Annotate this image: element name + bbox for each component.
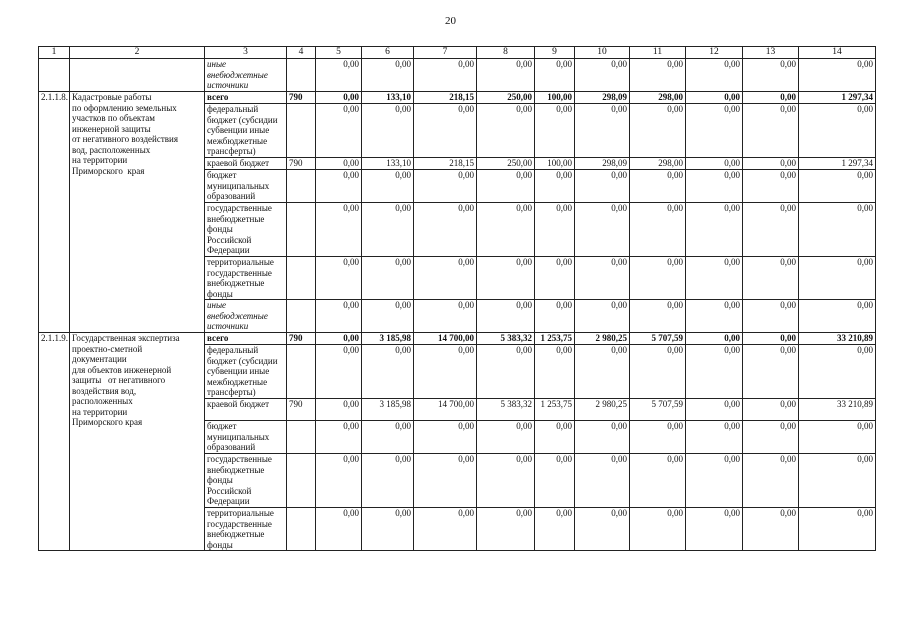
amount-cell: 0,00 — [630, 170, 686, 203]
amount-cell: 0,00 — [743, 203, 799, 257]
column-header: 9 — [535, 47, 575, 59]
item-code: 2.1.1.8. — [39, 92, 70, 333]
amount-cell: 0,00 — [743, 454, 799, 508]
amount-cell: 0,00 — [362, 421, 414, 454]
amount-cell: 0,00 — [630, 508, 686, 551]
amount-cell: 0,00 — [535, 203, 575, 257]
amount-cell: 0,00 — [477, 104, 535, 158]
amount-cell: 0,00 — [686, 333, 743, 345]
amount-cell: 0,00 — [686, 345, 743, 399]
amount-cell: 0,00 — [362, 300, 414, 333]
amount-cell: 100,00 — [535, 158, 575, 170]
column-header: 5 — [316, 47, 362, 59]
amount-cell: 0,00 — [743, 59, 799, 92]
amount-cell: 0,00 — [575, 421, 630, 454]
amount-cell: 3 185,98 — [362, 399, 414, 421]
funding-source: федеральный бюджет (субсидии субвенции иные межбюджетные трансферты) — [205, 345, 287, 399]
amount-cell: 0,00 — [799, 104, 876, 158]
amount-cell: 0,00 — [316, 257, 362, 300]
amount-cell: 0,00 — [630, 257, 686, 300]
amount-cell: 0,00 — [362, 508, 414, 551]
table-row — [39, 92, 876, 104]
amount-cell: 0,00 — [414, 508, 477, 551]
amount-cell: 0,00 — [535, 170, 575, 203]
amount-cell: 0,00 — [477, 59, 535, 92]
amount-cell: 0,00 — [743, 399, 799, 421]
column-header: 1 — [39, 47, 70, 59]
budget-code: 790 — [287, 399, 316, 421]
amount-cell: 298,09 — [575, 92, 630, 104]
amount-cell: 0,00 — [362, 59, 414, 92]
budget-code — [287, 300, 316, 333]
amount-cell: 0,00 — [316, 92, 362, 104]
funding-source: краевой бюджет — [205, 158, 287, 170]
amount-cell: 0,00 — [316, 333, 362, 345]
amount-cell: 0,00 — [414, 454, 477, 508]
amount-cell: 0,00 — [575, 104, 630, 158]
amount-cell: 33 210,89 — [799, 399, 876, 421]
amount-cell: 250,00 — [477, 92, 535, 104]
budget-table — [38, 46, 876, 551]
table-row — [39, 333, 876, 345]
amount-cell: 0,00 — [799, 454, 876, 508]
amount-cell: 0,00 — [535, 300, 575, 333]
funding-source: государственные внебюджетные фонды Российской Федерации — [205, 203, 287, 257]
amount-cell: 0,00 — [316, 300, 362, 333]
column-header: 2 — [70, 47, 205, 59]
amount-cell: 0,00 — [630, 203, 686, 257]
amount-cell: 0,00 — [362, 345, 414, 399]
amount-cell: 5 707,59 — [630, 333, 686, 345]
amount-cell: 0,00 — [362, 104, 414, 158]
amount-cell: 133,10 — [362, 158, 414, 170]
amount-cell: 1 253,75 — [535, 333, 575, 345]
amount-cell: 1 253,75 — [535, 399, 575, 421]
amount-cell: 0,00 — [535, 104, 575, 158]
amount-cell: 218,15 — [414, 158, 477, 170]
budget-code: 790 — [287, 158, 316, 170]
amount-cell: 5 383,32 — [477, 399, 535, 421]
amount-cell: 0,00 — [686, 399, 743, 421]
funding-source: территориальные государственные внебюджетные фонды — [205, 257, 287, 300]
amount-cell: 0,00 — [686, 257, 743, 300]
funding-source: государственные внебюджетные фонды Российской Федерации — [205, 454, 287, 508]
funding-source: бюджет муниципальных образований — [205, 170, 287, 203]
amount-cell: 0,00 — [743, 508, 799, 551]
amount-cell: 0,00 — [414, 104, 477, 158]
item-description: Кадастровые работы по оформлению земельных участков по объектам инженерной защиты от негативного воздействия вод, расположенных на территории Приморского края — [70, 92, 205, 333]
amount-cell: 0,00 — [575, 59, 630, 92]
amount-cell: 298,09 — [575, 158, 630, 170]
amount-cell: 0,00 — [535, 508, 575, 551]
funding-source: всего — [205, 92, 287, 104]
amount-cell: 0,00 — [316, 104, 362, 158]
amount-cell: 0,00 — [575, 508, 630, 551]
amount-cell: 0,00 — [477, 203, 535, 257]
amount-cell: 0,00 — [414, 257, 477, 300]
column-header: 7 — [414, 47, 477, 59]
funding-source: иные внебюджетные источники — [205, 300, 287, 333]
amount-cell: 0,00 — [575, 300, 630, 333]
amount-cell: 0,00 — [743, 300, 799, 333]
funding-source: территориальные государственные внебюджетные фонды — [205, 508, 287, 551]
amount-cell: 250,00 — [477, 158, 535, 170]
amount-cell: 0,00 — [316, 203, 362, 257]
table-body — [39, 47, 876, 551]
item-code: 2.1.1.9. — [39, 333, 70, 551]
amount-cell: 0,00 — [743, 333, 799, 345]
amount-cell: 0,00 — [630, 59, 686, 92]
amount-cell: 0,00 — [630, 421, 686, 454]
amount-cell: 0,00 — [362, 257, 414, 300]
amount-cell: 0,00 — [799, 345, 876, 399]
amount-cell: 133,10 — [362, 92, 414, 104]
budget-code — [287, 203, 316, 257]
amount-cell: 0,00 — [362, 170, 414, 203]
amount-cell: 14 700,00 — [414, 399, 477, 421]
amount-cell: 0,00 — [316, 59, 362, 92]
funding-source: всего — [205, 333, 287, 345]
amount-cell: 0,00 — [316, 158, 362, 170]
amount-cell: 0,00 — [316, 399, 362, 421]
amount-cell: 0,00 — [362, 203, 414, 257]
amount-cell: 0,00 — [316, 454, 362, 508]
budget-code: 790 — [287, 92, 316, 104]
amount-cell: 0,00 — [743, 92, 799, 104]
item-code-cell — [39, 59, 70, 92]
amount-cell: 298,00 — [630, 92, 686, 104]
column-header: 6 — [362, 47, 414, 59]
amount-cell: 0,00 — [799, 203, 876, 257]
amount-cell: 0,00 — [686, 104, 743, 158]
budget-code — [287, 59, 316, 92]
amount-cell: 0,00 — [686, 92, 743, 104]
amount-cell: 0,00 — [477, 421, 535, 454]
amount-cell: 100,00 — [535, 92, 575, 104]
amount-cell: 0,00 — [686, 508, 743, 551]
amount-cell: 0,00 — [799, 508, 876, 551]
amount-cell: 3 185,98 — [362, 333, 414, 345]
amount-cell: 0,00 — [630, 345, 686, 399]
budget-code — [287, 421, 316, 454]
funding-source: бюджет муниципальных образований — [205, 421, 287, 454]
amount-cell: 0,00 — [316, 421, 362, 454]
amount-cell: 218,15 — [414, 92, 477, 104]
budget-code — [287, 508, 316, 551]
amount-cell: 0,00 — [477, 454, 535, 508]
column-header: 4 — [287, 47, 316, 59]
amount-cell: 0,00 — [414, 170, 477, 203]
amount-cell: 2 980,25 — [575, 333, 630, 345]
amount-cell: 298,00 — [630, 158, 686, 170]
amount-cell: 0,00 — [477, 170, 535, 203]
amount-cell: 0,00 — [743, 170, 799, 203]
amount-cell: 0,00 — [477, 508, 535, 551]
amount-cell: 14 700,00 — [414, 333, 477, 345]
amount-cell: 0,00 — [477, 257, 535, 300]
amount-cell: 0,00 — [414, 421, 477, 454]
amount-cell: 0,00 — [535, 421, 575, 454]
amount-cell: 2 980,25 — [575, 399, 630, 421]
amount-cell: 0,00 — [316, 508, 362, 551]
budget-code — [287, 170, 316, 203]
funding-source: иные внебюджетные источники — [205, 59, 287, 92]
amount-cell: 0,00 — [799, 300, 876, 333]
amount-cell: 0,00 — [799, 257, 876, 300]
amount-cell: 0,00 — [477, 300, 535, 333]
amount-cell: 0,00 — [316, 170, 362, 203]
column-header: 12 — [686, 47, 743, 59]
amount-cell: 0,00 — [362, 454, 414, 508]
amount-cell: 0,00 — [799, 421, 876, 454]
budget-code — [287, 104, 316, 158]
amount-cell: 0,00 — [535, 257, 575, 300]
funding-source: краевой бюджет — [205, 399, 287, 421]
column-header: 8 — [477, 47, 535, 59]
column-header: 11 — [630, 47, 686, 59]
amount-cell: 5 383,32 — [477, 333, 535, 345]
amount-cell: 0,00 — [414, 300, 477, 333]
budget-code — [287, 454, 316, 508]
amount-cell: 0,00 — [477, 345, 535, 399]
amount-cell: 0,00 — [743, 158, 799, 170]
funding-source: федеральный бюджет (субсидии субвенции иные межбюджетные трансферты) — [205, 104, 287, 158]
amount-cell: 0,00 — [575, 203, 630, 257]
amount-cell: 0,00 — [686, 158, 743, 170]
amount-cell: 0,00 — [575, 257, 630, 300]
amount-cell: 0,00 — [414, 203, 477, 257]
column-header: 13 — [743, 47, 799, 59]
amount-cell: 0,00 — [316, 345, 362, 399]
amount-cell: 0,00 — [414, 345, 477, 399]
amount-cell: 0,00 — [630, 104, 686, 158]
amount-cell: 5 707,59 — [630, 399, 686, 421]
amount-cell: 0,00 — [686, 421, 743, 454]
amount-cell: 0,00 — [686, 203, 743, 257]
amount-cell: 0,00 — [743, 104, 799, 158]
amount-cell: 0,00 — [743, 257, 799, 300]
amount-cell: 0,00 — [575, 345, 630, 399]
amount-cell: 0,00 — [743, 421, 799, 454]
amount-cell: 0,00 — [575, 454, 630, 508]
amount-cell: 0,00 — [686, 454, 743, 508]
amount-cell: 0,00 — [686, 59, 743, 92]
column-header: 10 — [575, 47, 630, 59]
amount-cell: 0,00 — [686, 300, 743, 333]
header-row — [39, 47, 876, 59]
amount-cell: 0,00 — [575, 170, 630, 203]
amount-cell: 0,00 — [630, 300, 686, 333]
item-description-cell — [70, 59, 205, 92]
amount-cell: 0,00 — [535, 59, 575, 92]
amount-cell: 0,00 — [686, 170, 743, 203]
budget-code — [287, 345, 316, 399]
amount-cell: 33 210,89 — [799, 333, 876, 345]
amount-cell: 0,00 — [630, 454, 686, 508]
amount-cell: 0,00 — [535, 345, 575, 399]
amount-cell: 0,00 — [535, 454, 575, 508]
amount-cell: 0,00 — [414, 59, 477, 92]
amount-cell: 1 297,34 — [799, 92, 876, 104]
budget-code — [287, 257, 316, 300]
item-description: Государственная экспертиза проектно-сметной документации для объектов инженерной защиты от негативного воздействия вод, расположенных на территории Приморского края — [70, 333, 205, 551]
amount-cell: 0,00 — [743, 345, 799, 399]
column-header: 3 — [205, 47, 287, 59]
amount-cell: 0,00 — [799, 170, 876, 203]
column-header: 14 — [799, 47, 876, 59]
amount-cell: 0,00 — [799, 59, 876, 92]
page-number: 20 — [445, 15, 456, 27]
budget-code: 790 — [287, 333, 316, 345]
amount-cell: 1 297,34 — [799, 158, 876, 170]
table-row — [39, 59, 876, 92]
